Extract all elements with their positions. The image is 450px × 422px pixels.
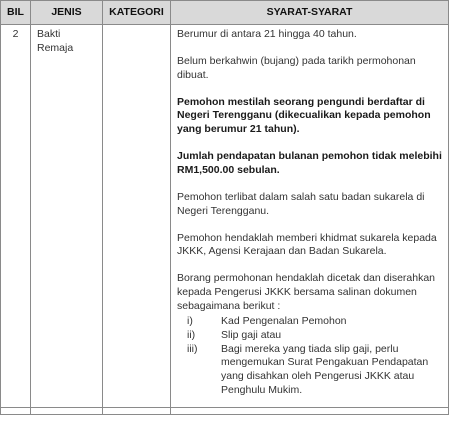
document-list [177, 315, 442, 398]
header-syarat: SYARAT-SYARAT [171, 1, 449, 25]
requirement-single: Belum berkahwin (bujang) pada tarikh permohonan dibuat. [177, 54, 416, 81]
header-row [1, 1, 449, 25]
list-item-text: Slip gaji atau [221, 328, 282, 341]
requirement-form: Borang permohonan hendaklah dicetak dan diserahkan kepada Pengerusi JKKK bersama salinan dokumen sebagaimana berikut : [177, 272, 436, 313]
list-item-text: Bagi mereka yang tiada slip gaji, perlu mengemukan Surat Pengakuan Pendapatan yang disahkan oleh Pengerusi JKKK atau Penghulu Mukim. [221, 342, 429, 397]
header-jenis: JENIS [31, 1, 103, 25]
requirement-income: Jumlah pendapatan bulanan pemohon tidak melebihi RM1,500.00 sebulan. [177, 150, 442, 177]
cell-jenis: Bakti Remaja [31, 25, 103, 408]
list-item [177, 343, 442, 398]
list-item [177, 315, 442, 329]
list-item-number: iii) [187, 342, 198, 355]
requirement-age: Berumur di antara 21 hingga 40 tahun. [177, 28, 357, 40]
cell-syarat [171, 25, 449, 408]
requirement-voter: Pemohon mestilah seorang pengundi berdaftar di Negeri Terengganu (dikecualikan kepada pemohon yang berumur 21 tahun). [177, 95, 431, 136]
requirement-volunteer-body: Pemohon terlibat dalam salah satu badan sukarela di Negeri Terengganu. [177, 190, 425, 217]
cell-kategori [103, 25, 171, 408]
header-bil: BIL [1, 1, 31, 25]
requirement-volunteer-service: Pemohon hendaklah memberi khidmat sukarela kepada JKKK, Agensi Kerajaan dan Badan Sukarela. [177, 231, 437, 258]
list-item-number: ii) [187, 328, 196, 341]
list-item-number: i) [187, 314, 193, 327]
cell-bil: 2 [1, 25, 31, 408]
list-item [177, 329, 442, 343]
list-item-text: Kad Pengenalan Pemohon [221, 314, 347, 327]
table-row-next [1, 408, 449, 415]
table-row [1, 25, 449, 408]
header-kategori: KATEGORI [103, 1, 171, 25]
